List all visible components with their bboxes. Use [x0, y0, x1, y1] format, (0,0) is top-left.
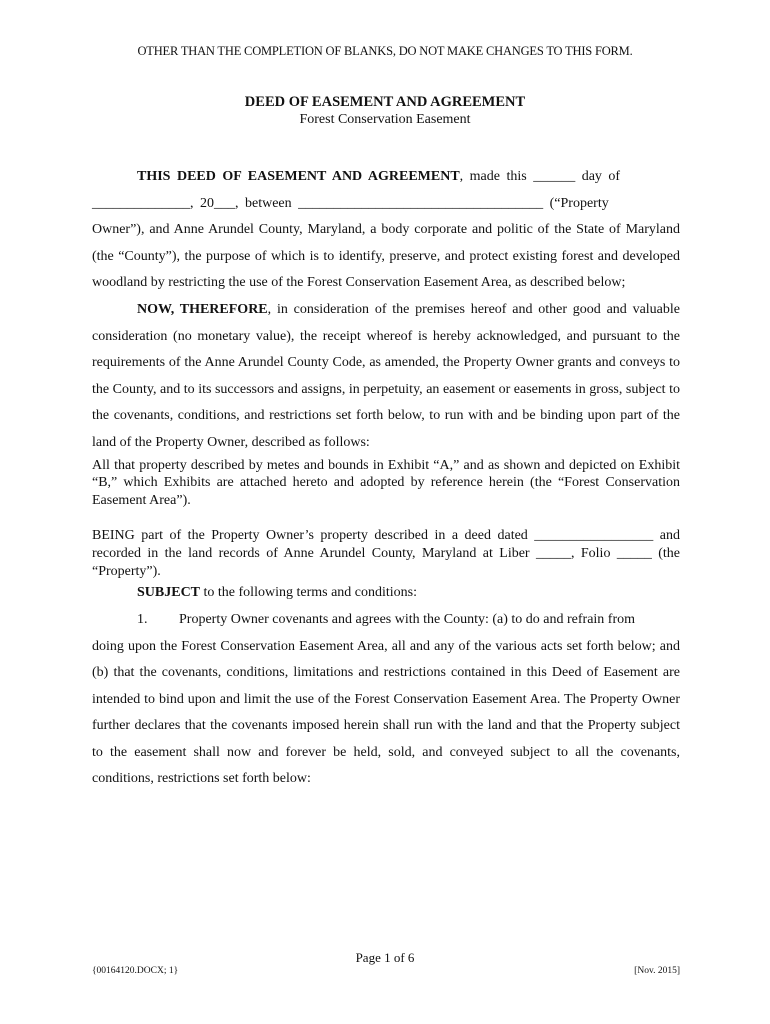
- property-description-block: All that property described by metes and bounds in Exhibit “A,” and as shown and depicted on Exhibit “B,” which Exhibits are attached hereto and adopted by reference herein (the “Forest Conservation Easement Area”).: [92, 457, 680, 509]
- title-block: [0, 93, 770, 129]
- subject-lead: SUBJECT: [137, 585, 201, 601]
- opening-paragraph-rest: Owner”), and Anne Arundel County, Maryland, a body corporate and politic of the State of Maryland (the “County”), the purpose of which is to identify, preserve, and protect existing forest and developed woodland by restricting the use of the Forest Conservation Easement Area, as described below;: [92, 222, 680, 291]
- subject-paragraph: [92, 580, 680, 607]
- deed-reference-block: BEING part of the Property Owner’s property described in a deed dated _________________ and recorded in the land records of Anne Arundel County, Maryland at Liber _____, Folio _____ (the “Property”).: [92, 527, 680, 579]
- opening-line-2: ______________, 20___, between ___________________________________ (“Property: [92, 195, 609, 211]
- page-number: Page 1 of 6: [355, 950, 415, 965]
- document-body: [92, 164, 680, 793]
- item-1-text: doing upon the Forest Conservation Easement Area, all and any of the various acts set forth below; and (b) that the covenants, conditions, limitations and restrictions contained in this Deed of Easement are intended to bind upon and limit the use of the Forest Conservation Easement Area. The Property Owner further declares that the covenants imposed herein shall run with the land and that the Property subject to the easement shall now and forever be held, sold, and conveyed subject to all the covenants, conditions, restrictions set forth below:: [92, 638, 680, 787]
- now-therefore-text: , in consideration of the premises hereof and other good and valuable consideration (no monetary value), the receipt whereof is hereby acknowledged, and pursuant to the requirements of the Anne Arundel County Code, as amended, the Property Owner grants and conveys to the County, and to its successors and assigns, in perpetuity, an easement or easements in gross, subject to the covenants, conditions, and restrictions set forth below, to run with and be binding upon part of the land of the Property Owner, described as follows:: [92, 301, 680, 450]
- revision-date: [Nov. 2015]: [634, 966, 680, 976]
- subject-text: to the following terms and conditions:: [200, 585, 418, 601]
- now-therefore-lead: NOW, THEREFORE: [137, 301, 268, 317]
- item-1-number: 1.: [137, 611, 148, 627]
- opening-paragraph: [92, 164, 680, 191]
- form-notice: OTHER THAN THE COMPLETION OF BLANKS, DO NOT MAKE CHANGES TO THIS FORM.: [137, 44, 633, 58]
- document-title: DEED OF EASEMENT AND AGREEMENT: [244, 94, 526, 110]
- opening-lead: THIS DEED OF EASEMENT AND AGREEMENT: [137, 169, 460, 184]
- item-1-first-line: Property Owner covenants and agrees with the County: (a) to do and refrain from: [179, 611, 636, 627]
- document-id: {00164120.DOCX; 1}: [92, 966, 179, 976]
- document-subtitle: Forest Conservation Easement: [299, 112, 471, 127]
- opening-line-1: , made this ______ day of: [459, 169, 621, 184]
- item-1-paragraph: [92, 607, 680, 634]
- now-therefore-paragraph: [92, 297, 680, 457]
